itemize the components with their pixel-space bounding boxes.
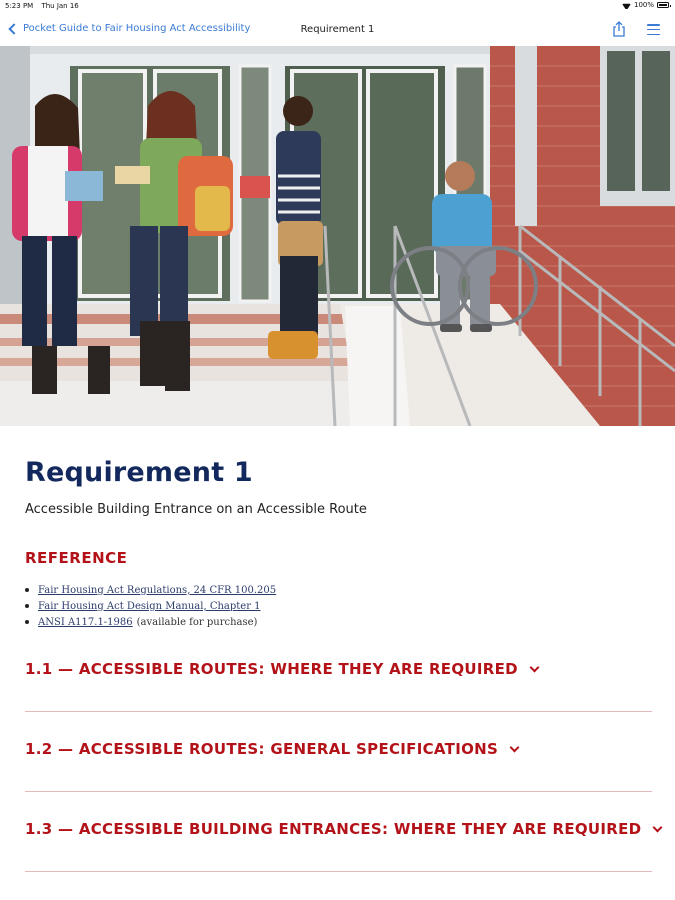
section-label: 1.1 — ACCESSIBLE ROUTES: WHERE THEY ARE REQUIRED <box>25 660 518 678</box>
share-icon <box>612 21 626 37</box>
back-button-label: Pocket Guide to Fair Housing Act Accessibility <box>23 23 251 34</box>
reference-item <box>25 582 276 598</box>
reference-heading: REFERENCE <box>25 549 128 567</box>
reference-item <box>25 598 276 614</box>
menu-button[interactable] <box>647 24 660 35</box>
reference-item <box>25 614 276 630</box>
wifi-icon <box>622 2 631 9</box>
status-time: 5:23 PM <box>5 2 34 10</box>
chevron-down-icon <box>510 742 520 752</box>
hero-illustration <box>0 46 675 426</box>
page-subtitle: Accessible Building Entrance on an Accessible Route <box>25 502 367 517</box>
chevron-down-icon <box>653 822 663 832</box>
section-1-2[interactable] <box>25 712 652 792</box>
status-date: Thu Jan 16 <box>41 2 79 10</box>
reference-link-design-manual[interactable]: Fair Housing Act Design Manual, Chapter 1 <box>38 600 261 612</box>
reference-link-ansi[interactable]: ANSI A117.1-1986 <box>38 616 133 628</box>
page-title: Requirement 1 <box>25 457 253 488</box>
section-label: 1.3 — ACCESSIBLE BUILDING ENTRANCES: WHERE THEY ARE REQUIRED <box>25 820 642 838</box>
nav-title: Requirement 1 <box>300 24 375 35</box>
status-bar <box>0 0 675 12</box>
battery-percent: 100% <box>633 1 654 9</box>
hero-photo <box>0 46 675 426</box>
reference-link-regulations[interactable]: Fair Housing Act Regulations, 24 CFR 100.205 <box>38 584 277 596</box>
reference-list <box>25 582 276 630</box>
battery-icon <box>657 2 669 8</box>
reference-note: (available for purchase) <box>136 616 258 628</box>
section-1-3[interactable] <box>25 792 652 872</box>
navigation-bar <box>0 14 675 46</box>
share-button[interactable] <box>612 21 626 37</box>
hamburger-menu-icon <box>647 24 660 26</box>
section-label: 1.2 — ACCESSIBLE ROUTES: GENERAL SPECIFICATIONS <box>25 740 499 758</box>
section-1-1[interactable] <box>25 632 652 712</box>
chevron-down-icon <box>529 662 539 672</box>
